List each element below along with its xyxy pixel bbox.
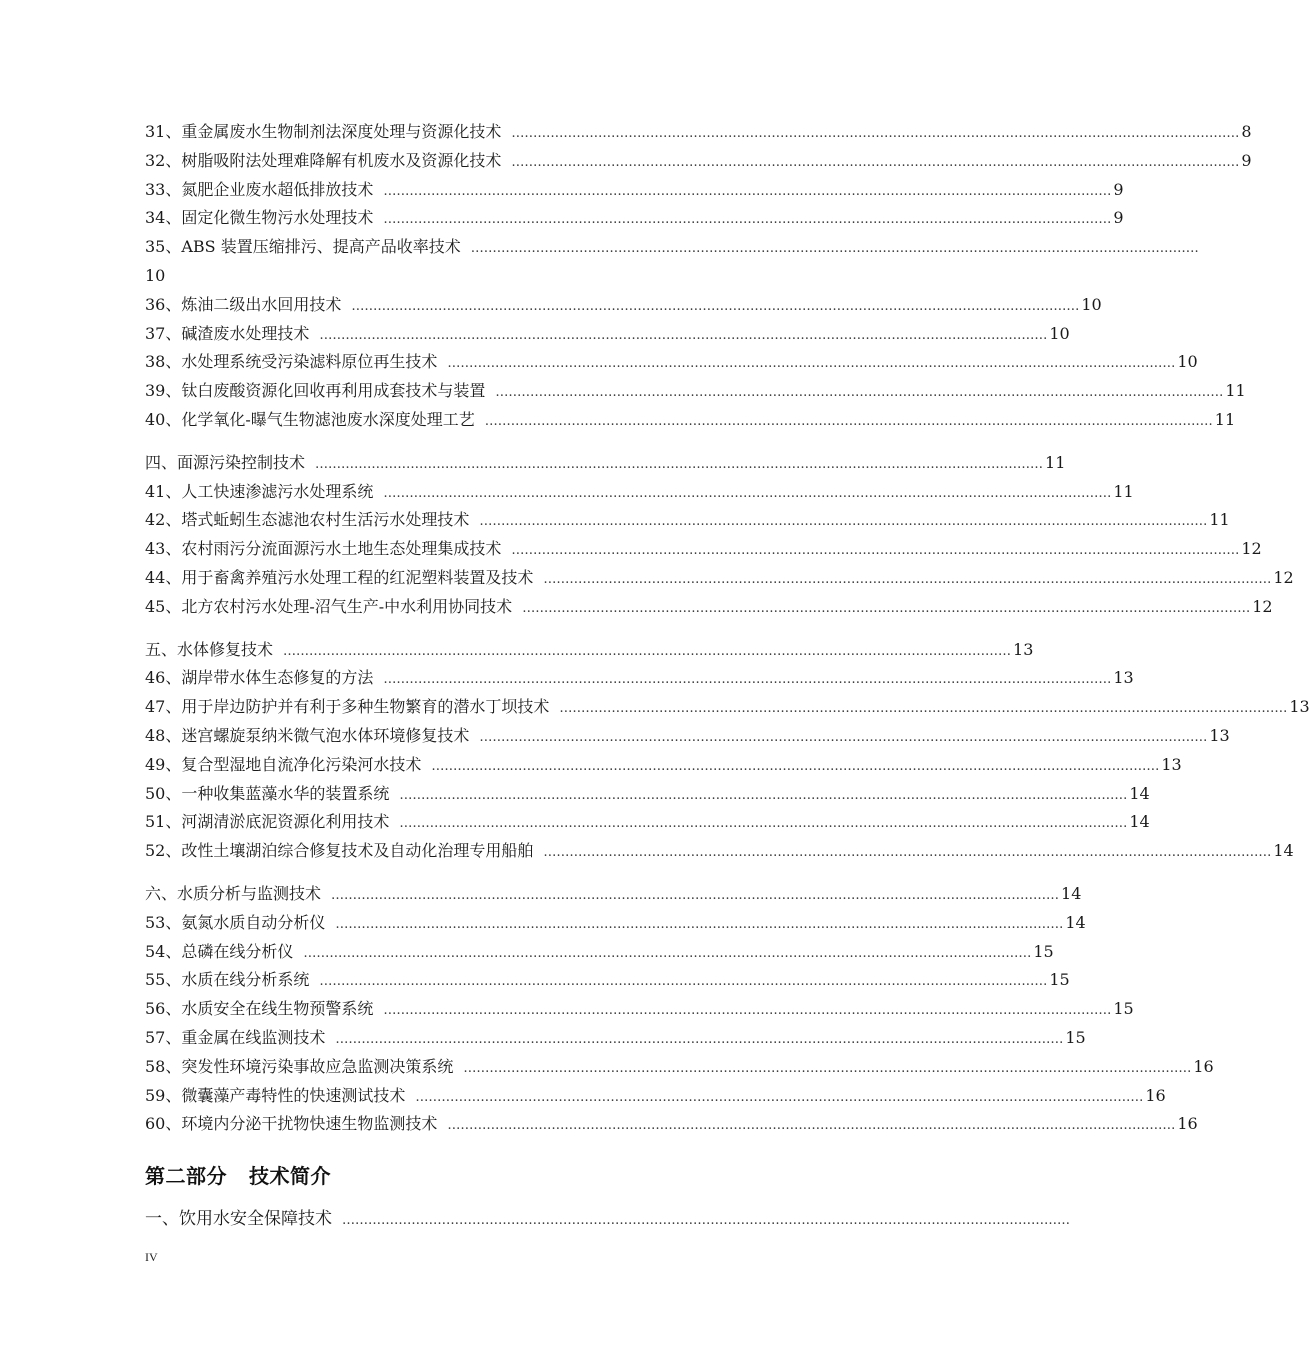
page-number-footer: IV bbox=[145, 1250, 158, 1264]
toc-leader-dots bbox=[495, 379, 1223, 408]
toc-section bbox=[145, 880, 1214, 1139]
toc-leader-dots bbox=[479, 724, 1207, 753]
toc-entry-page: 13 bbox=[1209, 725, 1230, 745]
part-heading-title: 技术简介 bbox=[249, 1164, 331, 1188]
toc-entry[interactable] bbox=[145, 406, 1236, 435]
toc-entry[interactable] bbox=[145, 837, 1294, 866]
toc-entry-label: 52、改性土壤湖泊综合修复技术及自动化治理专用船舶 bbox=[145, 841, 534, 861]
toc-entry[interactable] bbox=[145, 995, 1134, 1024]
toc-entry-label: 57、重金属在线监测技术 bbox=[145, 1027, 326, 1047]
toc-entry-page: 11 bbox=[1113, 481, 1134, 501]
toc-entry-page: 16 bbox=[1193, 1056, 1214, 1076]
toc-entry-label: 41、人工快速渗滤污水处理系统 bbox=[145, 481, 374, 501]
part-first-entry bbox=[145, 1205, 797, 1234]
toc-entry-label: 54、总磷在线分析仪 bbox=[145, 941, 294, 961]
toc-entry-label: 46、湖岸带水体生态修复的方法 bbox=[145, 668, 374, 688]
toc-leader-dots bbox=[511, 149, 1239, 178]
toc-entry-label: 五、水体修复技术 bbox=[145, 639, 274, 659]
toc-entry-page: 11 bbox=[1209, 510, 1230, 530]
toc-entry[interactable] bbox=[145, 751, 1182, 780]
toc-section bbox=[145, 449, 1294, 622]
toc-entry[interactable] bbox=[145, 1205, 797, 1234]
toc-entry-page: 12 bbox=[1273, 567, 1294, 587]
toc-entry[interactable] bbox=[145, 377, 1246, 406]
toc-entry-page: 15 bbox=[1113, 999, 1134, 1019]
toc-entry[interactable] bbox=[145, 147, 1252, 176]
toc-leader-dots bbox=[342, 1207, 1070, 1236]
toc-entry[interactable] bbox=[145, 348, 1198, 377]
toc-entry-page: 14 bbox=[1129, 783, 1150, 803]
toc-entry[interactable] bbox=[145, 176, 1124, 205]
toc-entry-page: 13 bbox=[1289, 697, 1310, 717]
toc-entry-label: 38、水处理系统受污染滤料原位再生技术 bbox=[145, 352, 438, 372]
toc-entry[interactable] bbox=[145, 291, 1102, 320]
toc-entry-page: 12 bbox=[1241, 539, 1262, 559]
toc-entry-page: 9 bbox=[1113, 208, 1124, 228]
toc-entry-label: 31、重金属废水生物制剂法深度处理与资源化技术 bbox=[145, 122, 502, 141]
toc-entry[interactable] bbox=[145, 320, 1070, 349]
toc-entry-page: 9 bbox=[1113, 179, 1124, 199]
toc-entry-label: 40、化学氧化-曝气生物滤池废水深度处理工艺 bbox=[145, 409, 475, 429]
toc-entry-label: 36、炼油二级出水回用技术 bbox=[145, 294, 342, 314]
toc-entry-label: 47、用于岸边防护并有利于多种生物繁育的潜水丁坝技术 bbox=[145, 697, 550, 717]
toc-entry-label: 49、复合型湿地自流净化污染河水技术 bbox=[145, 754, 422, 774]
toc-leader-dots bbox=[319, 322, 1047, 351]
toc-leader-dots bbox=[485, 408, 1213, 437]
toc-entry[interactable] bbox=[145, 636, 1034, 665]
toc-leader-dots bbox=[463, 1055, 1191, 1084]
toc-entry-page: 11 bbox=[1214, 409, 1236, 429]
toc-entry[interactable] bbox=[145, 1082, 1166, 1111]
toc-leader-dots bbox=[559, 695, 1287, 724]
toc-entry[interactable] bbox=[145, 938, 1054, 967]
toc-leader-dots bbox=[303, 940, 1031, 969]
toc-entry-label: 四、面源污染控制技术 bbox=[145, 452, 306, 472]
toc-entry-label: 58、突发性环境污染事故应急监测决策系统 bbox=[145, 1056, 454, 1076]
toc-entry[interactable] bbox=[145, 564, 1294, 593]
toc-leader-dots bbox=[479, 508, 1207, 537]
toc-entry[interactable] bbox=[145, 909, 1086, 938]
toc-entry-label: 37、碱渣废水处理技术 bbox=[145, 323, 310, 343]
toc-entry-page: 8 bbox=[1241, 122, 1252, 141]
part-heading bbox=[145, 1160, 331, 1189]
toc-entry[interactable] bbox=[145, 506, 1230, 535]
toc-entry[interactable] bbox=[145, 204, 1124, 233]
toc-entry[interactable] bbox=[145, 478, 1134, 507]
toc-leader-dots bbox=[447, 1112, 1175, 1141]
toc-entry[interactable] bbox=[145, 449, 1066, 478]
toc-entry-label: 59、微囊藻产毒特性的快速测试技术 bbox=[145, 1085, 406, 1105]
toc-entry[interactable] bbox=[145, 780, 1150, 809]
toc-leader-dots bbox=[383, 178, 1111, 207]
toc-entry-label: 53、氨氮水质自动分析仪 bbox=[145, 912, 326, 932]
toc-entry-label: 39、钛白废酸资源化回收再利用成套技术与装置 bbox=[145, 381, 486, 401]
toc-leader-dots bbox=[383, 480, 1111, 509]
toc-entry[interactable] bbox=[145, 693, 1310, 722]
toc-leader-dots bbox=[351, 293, 1079, 322]
part-heading-number: 第二部分 bbox=[145, 1164, 227, 1188]
toc-entry-page: 14 bbox=[1065, 912, 1086, 932]
toc-entry[interactable] bbox=[145, 593, 1273, 622]
toc-entry-page: 15 bbox=[1033, 941, 1054, 961]
toc-entry[interactable] bbox=[145, 233, 797, 262]
toc-entry-page: 11 bbox=[1225, 381, 1246, 401]
toc-entry[interactable] bbox=[145, 808, 1150, 837]
toc-entry-page: 13 bbox=[1161, 754, 1182, 774]
table-of-contents bbox=[145, 118, 1310, 1153]
toc-entry-label: 50、一种收集蓝藻水华的装置系统 bbox=[145, 783, 390, 803]
toc-entry-label: 51、河湖清淤底泥资源化利用技术 bbox=[145, 812, 390, 832]
toc-leader-dots bbox=[315, 451, 1043, 480]
toc-leader-dots bbox=[331, 882, 1059, 911]
toc-entry-page: 11 bbox=[1045, 452, 1066, 472]
toc-leader-dots bbox=[511, 120, 1239, 149]
toc-leader-dots bbox=[283, 638, 1011, 667]
toc-entry-page: 13 bbox=[1113, 668, 1134, 688]
toc-entry-page: 10 bbox=[1177, 352, 1198, 372]
toc-entry-page: 15 bbox=[1065, 1027, 1086, 1047]
toc-entry-page: 10 bbox=[145, 265, 166, 285]
toc-entry-page: 14 bbox=[1273, 841, 1294, 861]
toc-leader-dots bbox=[399, 782, 1127, 811]
toc-entry-page: 12 bbox=[1252, 596, 1273, 616]
toc-entry-page: 10 bbox=[1081, 294, 1102, 314]
toc-entry-label: 60、环境内分泌干扰物快速生物监测技术 bbox=[145, 1114, 438, 1134]
toc-entry-label: 48、迷宫螺旋泵纳米微气泡水体环境修复技术 bbox=[145, 725, 470, 745]
toc-entry[interactable] bbox=[145, 535, 1262, 564]
toc-entry-label: 六、水质分析与监测技术 bbox=[145, 883, 322, 903]
toc-leader-dots bbox=[543, 566, 1271, 595]
toc-entry[interactable] bbox=[145, 880, 1082, 909]
toc-entry-page: 16 bbox=[1145, 1085, 1166, 1105]
toc-leader-dots bbox=[522, 595, 1250, 624]
toc-entry-label: 一、饮用水安全保障技术 bbox=[145, 1209, 332, 1229]
toc-entry-page: 9 bbox=[1241, 150, 1252, 170]
toc-leader-dots bbox=[415, 1084, 1143, 1113]
toc-entry-label: 56、水质安全在线生物预警系统 bbox=[145, 999, 374, 1019]
toc-leader-dots bbox=[471, 235, 1199, 264]
toc-entry-label: 34、固定化微生物污水处理技术 bbox=[145, 208, 374, 228]
toc-entry-label: 32、树脂吸附法处理难降解有机废水及资源化技术 bbox=[145, 150, 502, 170]
toc-entry-page-wrapped bbox=[145, 262, 797, 291]
toc-entry[interactable] bbox=[145, 118, 1252, 147]
toc-entry-page: 10 bbox=[1049, 323, 1070, 343]
toc-entry[interactable] bbox=[145, 1110, 1198, 1139]
toc-entry[interactable] bbox=[145, 664, 1134, 693]
toc-entry[interactable] bbox=[145, 966, 1070, 995]
toc-leader-dots bbox=[383, 997, 1111, 1026]
toc-entry[interactable] bbox=[145, 1053, 1214, 1082]
toc-leader-dots bbox=[383, 206, 1111, 235]
toc-leader-dots bbox=[335, 911, 1063, 940]
toc-section bbox=[145, 118, 1252, 435]
toc-leader-dots bbox=[399, 810, 1127, 839]
toc-entry[interactable] bbox=[145, 1024, 1086, 1053]
toc-entry-label: 42、塔式蚯蚓生态滤池农村生活污水处理技术 bbox=[145, 510, 470, 530]
toc-entry-page: 15 bbox=[1049, 970, 1070, 990]
toc-leader-dots bbox=[543, 839, 1271, 868]
toc-leader-dots bbox=[447, 350, 1175, 379]
toc-entry-label: 35、ABS 装置压缩排污、提高产品收率技术 bbox=[145, 237, 461, 257]
toc-entry-label: 43、农村雨污分流面源污水土地生态处理集成技术 bbox=[145, 539, 502, 559]
toc-entry-label: 33、氮肥企业废水超低排放技术 bbox=[145, 179, 374, 199]
toc-section bbox=[145, 636, 1310, 866]
toc-entry[interactable] bbox=[145, 722, 1230, 751]
toc-entry-label: 45、北方农村污水处理-沼气生产-中水利用协同技术 bbox=[145, 596, 513, 616]
toc-entry-page: 14 bbox=[1061, 883, 1082, 903]
toc-leader-dots bbox=[335, 1026, 1063, 1055]
toc-leader-dots bbox=[511, 537, 1239, 566]
toc-entry-label: 44、用于畜禽养殖污水处理工程的红泥塑料装置及技术 bbox=[145, 567, 534, 587]
toc-leader-dots bbox=[431, 753, 1159, 782]
toc-leader-dots bbox=[383, 666, 1111, 695]
toc-entry-page: 13 bbox=[1013, 639, 1034, 659]
toc-entry-label: 55、水质在线分析系统 bbox=[145, 970, 310, 990]
toc-entry-page: 14 bbox=[1129, 812, 1150, 832]
toc-leader-dots bbox=[319, 968, 1047, 997]
toc-entry-page: 16 bbox=[1177, 1114, 1198, 1134]
